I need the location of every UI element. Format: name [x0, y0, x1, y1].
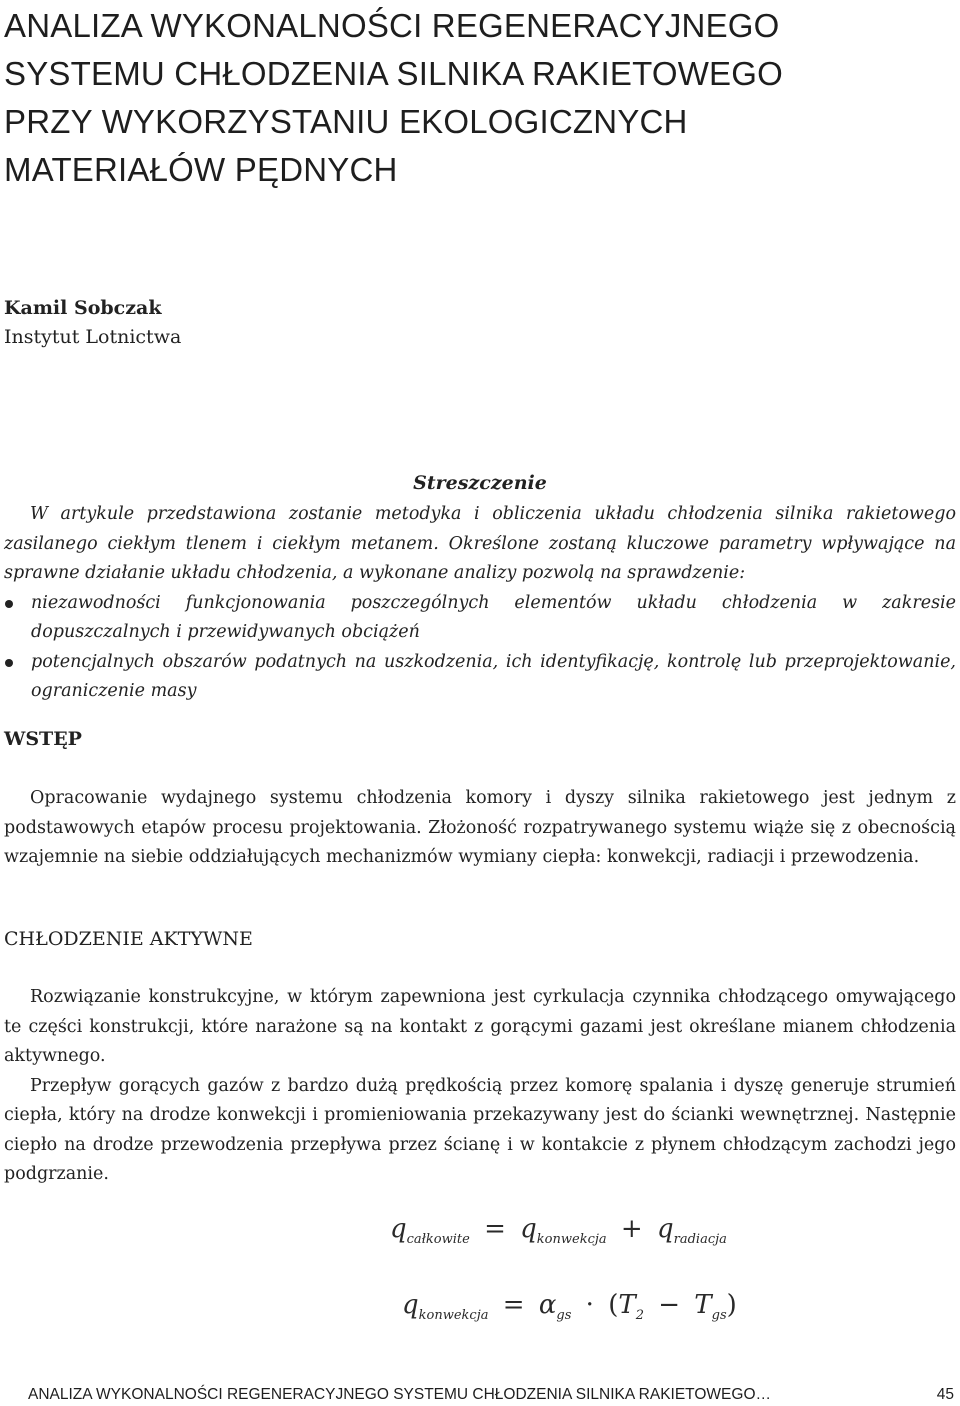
abstract-block: [4, 500, 956, 707]
formula-convection-heat: $q_{konwekcja} = \alpha_{gs} \cdot (T_2 - T_{gs})$: [402, 1290, 737, 1323]
formula-total-heat: $q_{całkowite} = q_{konwekcja} + q_{radiacja}$: [390, 1214, 727, 1247]
bullet-item: [4, 648, 956, 707]
bullet-text: niezawodności funkcjonowania poszczególnych elementów układu chłodzenia w zakresie dopuszczalnych i przewidywanych obciążeń: [31, 592, 956, 642]
abstract-heading: Streszczenie: [413, 472, 547, 494]
running-title: ANALIZA WYKONALNOŚCI REGENERACYJNEGO SYSTEMU CHŁODZENIA SILNIKA RAKIETOWEGO…: [28, 1386, 772, 1403]
abstract-bullet-list: [4, 589, 956, 707]
section-text-wstep: Opracowanie wydajnego systemu chłodzenia komory i dyszy silnika rakietowego jest jednym z podstawowych etapów procesu projektowania. Złożoność rozpatrywanego systemu wiąże się z obecnością wzajemnie na siebie oddziałujących mechanizmów wymiany ciepła: konwekcji, radiacji i przewodzenia.: [4, 788, 956, 867]
bullet-text: potencjalnych obszarów podatnych na uszkodzenia, ich identyfikację, kontrolę lub przeprojektowanie, ograniczenie masy: [31, 651, 956, 701]
paragraph: Rozwiązanie konstrukcyjne, w którym zapewniona jest cyrkulacja czynnika chłodzącego omywającego te części konstrukcji, które narażone są na kontakt z gorącymi gazami jest określane mianem chłodzenia aktywnego.: [4, 987, 956, 1066]
page-number: 45: [936, 1386, 954, 1403]
author-name: Kamil Sobczak: [4, 297, 162, 319]
paragraph: Przepływ gorących gazów z bardzo dużą prędkością przez komorę spalania i dyszę generuje strumień ciepła, który na drodze konwekcji i promieniowania przekazywany jest do ścianki wewnętrznej. Następnie ciepło na drodze przewodzenia przepływa przez ścianę i w kontakcie z płynem chłodzącym zachodzi jego podgrzanie.: [4, 1075, 956, 1184]
title-line: PRZY WYKORZYSTANIU EKOLOGICZNYCH: [4, 103, 688, 140]
paper-title: [4, 2, 944, 194]
bullet-dot-icon: [5, 659, 13, 667]
bullet-item: [4, 589, 956, 648]
abstract-text: W artykule przedstawiona zostanie metodyka i obliczenia układu chłodzenia silnika rakietowego zasilanego ciekłym tlenem i ciekłym metanem. Określone zostaną kluczowe parametry wpływające na sprawne działanie układu chłodzenia, a wykonane analizy pozwolą na sprawdzenie:: [4, 504, 956, 583]
section-heading-wstep: WSTĘP: [4, 728, 82, 750]
title-line: MATERIAŁÓW PĘDNYCH: [4, 151, 398, 188]
section-body-chlodzenie: [4, 983, 956, 1190]
section-heading-chlodzenie: CHŁODZENIE AKTYWNE: [4, 928, 253, 950]
title-line: ANALIZA WYKONALNOŚCI REGENERACYJNEGO: [4, 7, 780, 44]
title-line: SYSTEMU CHŁODZENIA SILNIKA RAKIETOWEGO: [4, 55, 783, 92]
bullet-dot-icon: [5, 600, 13, 608]
author-affiliation: Instytut Lotnictwa: [4, 326, 182, 348]
